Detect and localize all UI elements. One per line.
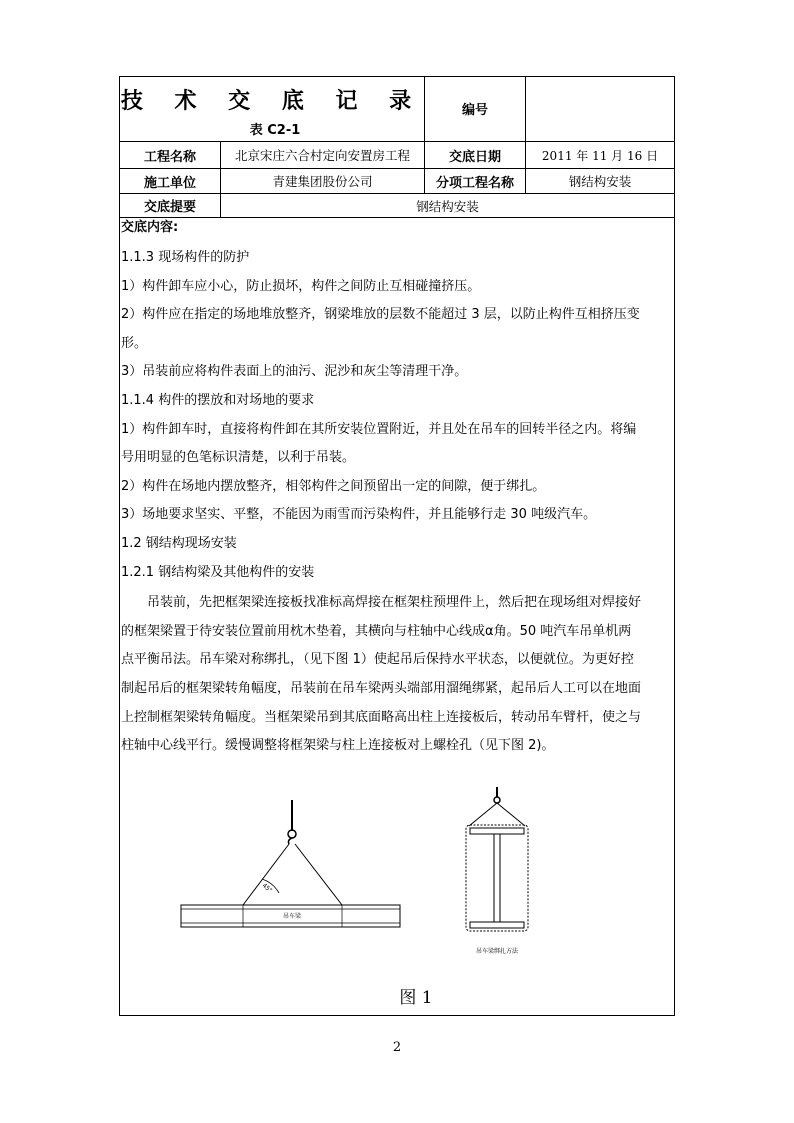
date-label: 交底日期 [448,149,501,165]
hook-icon [288,838,292,844]
sling-left [243,844,289,905]
subproject-value: 钢结构安装 [568,174,632,189]
summary-value: 钢结构安装 [416,198,479,214]
content-line: 2）构件应在指定的场地堆放整齐，钢梁堆放的层数不能超过 3 层，以防止构件互相挤压变 [121,307,640,323]
number-label: 编号 [461,103,488,118]
section-hook-ring [494,797,500,803]
page-number: 2 [392,1040,402,1055]
content-line: 1）构件卸车时，直接将构件卸在其所安装位置附近，并且处在吊车的回转半径之内。将编 [121,421,637,437]
sling-wrap [466,825,528,931]
content-line: 1.1.4 构件的摆放和对场地的要求 [121,392,315,408]
i-beam-bottom-flange [470,922,524,928]
section-label: 吊车梁绑扎方法 [475,948,519,955]
section-sling-right [497,803,525,826]
content-line: 3）吊装前应将构件表面上的油污、泥沙和灰尘等清理干净。 [121,364,468,380]
paragraph-line: 吊装前，先把框架梁连接板找准标高焊接在框架柱预埋件上，然后把在现场组对焊接好 [147,595,642,611]
content-heading: 交底内容: [121,220,179,235]
content-line: 1.2 钢结构现场安装 [121,535,237,551]
content-line: 号用明显的色笔标识清楚，以利于吊装。 [121,450,356,466]
angle-label: 45° [260,882,274,895]
hook-ring [288,830,296,838]
construction-unit-label: 施工单位 [143,175,196,191]
summary-label: 交底提要 [143,200,196,215]
date-value: 2011 年 11 月 16 日 [541,148,659,163]
i-beam-top-flange [470,828,524,834]
subproject-label: 分项工程名称 [435,175,514,191]
sling-right [295,844,342,905]
content-line: 2）构件在场地内摆放整齐，相邻构件之间预留出一定的间隙，便于绑扎。 [121,478,546,494]
paragraph-line: 制起吊后的框架梁转角幅度，吊装前在吊车梁两头端部用溜绳绑紧，起吊后人工可以在地面 [121,680,642,696]
document-title: 技 术 交 底 记 录 [120,88,424,114]
content-line: 1.2.1 钢结构梁及其他构件的安装 [121,564,315,580]
content-line: 1.1.3 现场构件的防护 [121,250,250,265]
section-sling-left [469,803,497,826]
paragraph-line: 上控制框架梁转角幅度。当框架梁吊到其底面略高出柱上连接板后，转动吊车臂杆，使之与 [121,709,642,725]
paragraph-line: 柱轴中心线平行。缓慢调整将框架梁与柱上连接板对上螺栓孔（见下图 2)。 [121,738,555,754]
form-number: 表 C2-1 [249,122,301,138]
beam-label: 吊车梁 [282,913,302,920]
project-name-value: 北京宋庄六合村定向安置房工程 [234,148,410,163]
figure-caption: 图 1 [399,988,433,1008]
paragraph-line: 点平衡吊法。吊车梁对称绑扎，（见下图 1）使起吊后保持水平状态，以便就位。为更好控 [121,652,634,668]
content-line: 3）场地要求坚实、平整，不能因为雨雪而污染构件，并且能够行走 30 吨级汽车。 [121,507,597,523]
paragraph-line: 的框架梁置于待安装位置前用枕木垫着，其横向与柱轴中心线成α角。50 吨汽车吊单机两 [121,623,632,639]
content-line: 形。 [121,335,148,351]
project-name-label: 工程名称 [143,149,196,165]
construction-unit-value: 青建集团股份公司 [272,174,373,189]
i-beam-web [494,834,500,922]
content-line: 1）构件卸车应小心，防止损坏，构件之间防止互相碰撞挤压。 [121,278,481,294]
